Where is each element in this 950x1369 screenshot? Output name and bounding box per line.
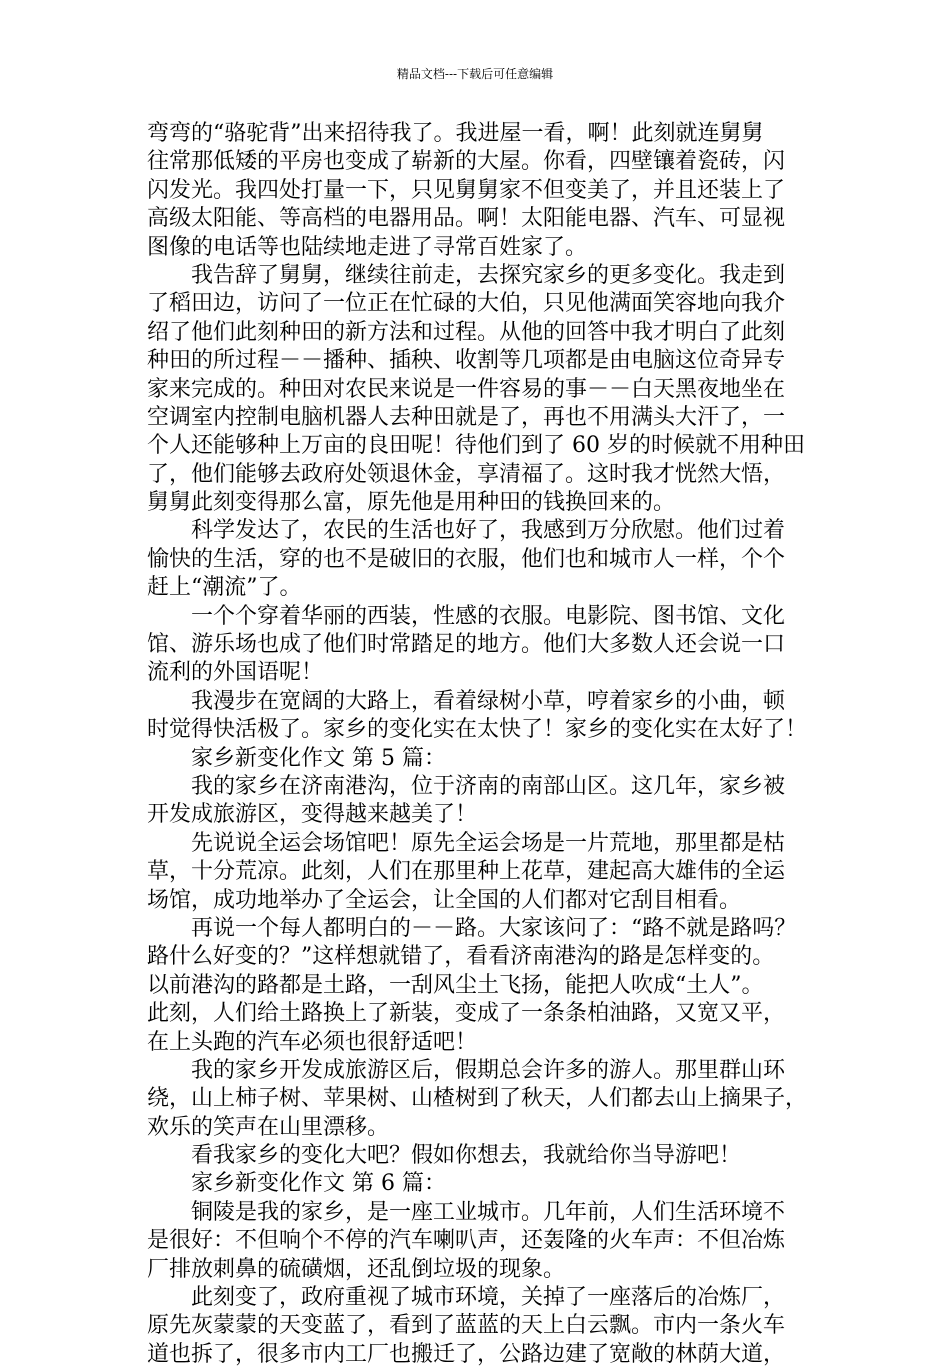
text-line: 我的家乡开发成旅游区后，假期总会许多的游人。那里群山环 (191, 1057, 786, 1083)
text-line: 高级太阳能、等高档的电器用品。啊！太阳能电器、汽车、可显视 (147, 206, 786, 232)
text-line: 弯弯的“骆驼背”出来招待我了。我进屋一看，啊！此刻就连舅舅 (147, 121, 764, 146)
text-line: 图像的电话等也陆续地走进了寻常百姓家了。 (147, 234, 588, 260)
text-line: 绍了他们此刻种田的新方法和过程。从他的回答中我才明白了此刻 (147, 319, 786, 345)
text-line: 在上头跑的汽车必须也很舒适吧！ (147, 1029, 478, 1055)
document-body (147, 120, 807, 1369)
text-line: 开发成旅游区，变得越来越美了！ (147, 802, 478, 828)
text-line: 了稻田边，访问了一位正在忙碌的大伯，只见他满面笑容地向我介 (147, 291, 786, 317)
text-line: 空调室内控制电脑机器人去种田就是了，再也不用满头大汗了，一 (147, 404, 786, 430)
text-line: 时觉得快活极了。家乡的变化实在太快了！家乡的变化实在太好了！ (147, 717, 808, 743)
text-line: 闪发光。我四处打量一下，只见舅舅家不但变美了，并且还装上了 (147, 177, 786, 203)
text-line: 种田的所过程－－播种、插秧、收割等几项都是由电脑这位奇异专 (147, 348, 786, 374)
text-line: 我告辞了舅舅，继续往前走，去探究家乡的更多变化。我走到 (191, 262, 786, 288)
text-line: 了，他们能够去政府处领退休金，享清福了。这时我才恍然大悟， (147, 461, 786, 487)
text-line: 以前港沟的路都是土路，一刮风尘土飞扬，能把人吹成“土人”。 (147, 972, 764, 998)
text-line: 铜陵是我的家乡，是一座工业城市。几年前，人们生活环境不 (191, 1199, 786, 1225)
text-line: 往常那低矮的平房也变成了崭新的大屋。你看，四壁镶着瓷砖，闪 (147, 149, 786, 175)
text-line: 家乡新变化作文 第 5 篇： (191, 745, 446, 771)
text-line: 愉快的生活，穿的也不是破旧的衣服，他们也和城市人一样，个个 (147, 546, 786, 572)
text-line: 是很好：不但响个不停的汽车喇叭声，还轰隆的火车声：不但冶炼 (147, 1228, 786, 1254)
text-line: 我的家乡在济南港沟，位于济南的南部山区。这几年，家乡被 (191, 773, 786, 799)
text-line: 此刻变了，政府重视了城市环境，关掉了一座落后的冶炼厂， (191, 1285, 786, 1311)
text-line: 舅舅此刻变得那么富，原先他是用种田的钱换回来的。 (147, 490, 676, 516)
text-line: 场馆，成功地举办了全运会，让全国的人们都对它刮目相看。 (147, 887, 742, 913)
text-line: 原先灰蒙蒙的天变蓝了，看到了蓝蓝的天上白云飘。市内一条火车 (147, 1313, 786, 1339)
text-line: 道也拆了，很多市内工厂也搬迁了，公路边建了宽敞的林荫大道， (147, 1341, 786, 1367)
text-line: 一个个穿着华丽的西装，性感的衣服。电影院、图书馆、文化 (191, 603, 786, 629)
text-line: 个人还能够种上万亩的良田呢！待他们到了 60 岁的时候就不用种田 (147, 433, 805, 459)
text-line: 再说一个每人都明白的－－路。大家该问了：“路不就是路吗？ (191, 915, 797, 941)
text-line: 草，十分荒凉。此刻，人们在那里种上花草，建起高大雄伟的全运 (147, 859, 786, 885)
text-line: 家来完成的。种田对农民来说是一件容易的事－－白天黑夜地坐在 (147, 376, 786, 402)
text-line: 厂排放刺鼻的硫磺烟，还乱倒垃圾的现象。 (147, 1256, 566, 1282)
page-header: 精品文档---下载后可任意编辑 (396, 67, 554, 81)
text-line: 我漫步在宽阔的大路上，看着绿树小草，哼着家乡的小曲，顿 (191, 688, 786, 714)
text-line: 看我家乡的变化大吧？假如你想去，我就给你当导游吧！ (191, 1143, 742, 1169)
text-line: 欢乐的笑声在山里漂移。 (147, 1114, 390, 1140)
text-line: 流利的外国语呢！ (147, 660, 324, 686)
text-line: 此刻，人们给土路换上了新装，变成了一条条柏油路，又宽又平， (147, 1001, 786, 1027)
text-line: 馆、游乐场也成了他们时常踏足的地方。他们大多数人还会说一口 (147, 632, 786, 658)
text-line: 绕，山上柿子树、苹果树、山楂树到了秋天，人们都去山上摘果子， (147, 1086, 808, 1112)
text-line: 赶上“潮流”了。 (147, 575, 302, 601)
text-line: 家乡新变化作文 第 6 篇： (191, 1171, 446, 1197)
text-line: 先说说全运会场馆吧！原先全运会场是一片荒地，那里都是枯 (191, 830, 786, 856)
text-line: 科学发达了，农民的生活也好了，我感到万分欣慰。他们过着 (191, 518, 786, 544)
text-line: 路什么好变的？”这样想就错了，看看济南港沟的路是怎样变的。 (147, 944, 775, 970)
